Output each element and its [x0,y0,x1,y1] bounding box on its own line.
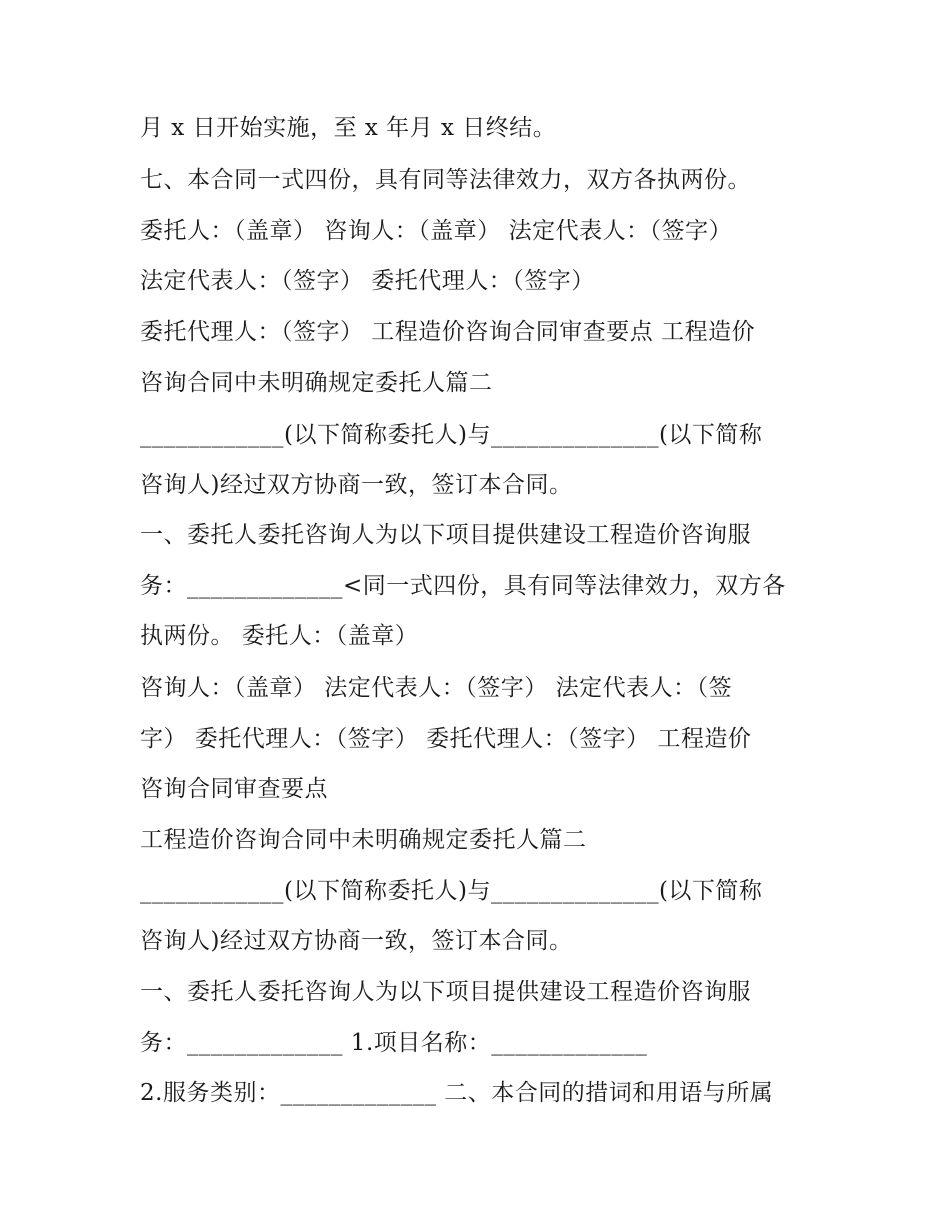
text-line: 委托代理人：（签字） 工程造价咨询合同审查要点 工程造价 [140,319,756,345]
text-line: 务：_____________ 1.项目名称：_____________ [140,1030,648,1056]
text-line: ____________(以下简称委托人)与______________(以下简称 [140,878,763,904]
text-line: ____________(以下简称委托人)与______________(以下简称 [140,422,763,448]
text-line: 咨询合同审查要点 [140,776,328,802]
text-line: 月 x 日开始实施，至 x 年月 x 日终结。 [140,115,557,141]
text-line: 工程造价咨询合同中未明确规定委托人篇二 [140,827,587,853]
text-line: 咨询人：（盖章） 法定代表人：（签字） 法定代表人：（签 [140,675,733,701]
text-line: 委托人：（盖章） 咨询人：（盖章） 法定代表人：（签字） [140,218,733,244]
text-line: 执两份。 委托人：（盖章） [140,623,419,649]
text-line: 咨询人)经过双方协商一致，签订本合同。 [140,472,573,498]
text-line: 法定代表人：（签字） 委托代理人：（签字） [140,268,595,294]
text-line: 字） 委托代理人：（签字） 委托代理人：（签字） 工程造价 [140,726,752,752]
text-line: 一、委托人委托咨询人为以下项目提供建设工程造价咨询服 [140,522,751,548]
text-line: 七、本合同一式四份，具有同等法律效力，双方各执两份。 [140,167,751,193]
text-line: 务：_____________<同一式四份，具有同等法律效力，双方各 [140,573,786,599]
text-line: 2.服务类别：_____________ 二、本合同的措词和用语与所属 [140,1080,774,1106]
text-line: 咨询人)经过双方协商一致，签订本合同。 [140,928,573,954]
text-line: 一、委托人委托咨询人为以下项目提供建设工程造价咨询服 [140,979,751,1005]
text-line: 咨询合同中未明确规定委托人篇二 [140,370,493,396]
